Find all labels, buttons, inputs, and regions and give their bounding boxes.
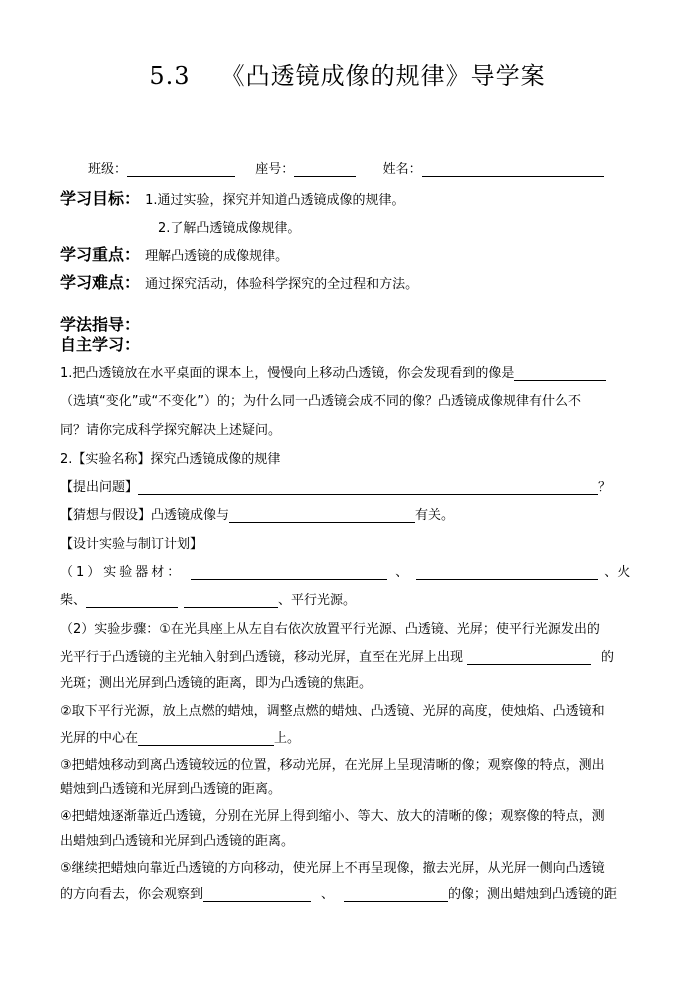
ask-label: 【提出问题】 (60, 480, 139, 495)
image-field-2[interactable] (344, 887, 448, 902)
steps-line2-text: 光平行于凸透镜的主光轴入射到凸透镜，移动光屏，直至在光屏上出现 (60, 650, 464, 665)
center-field[interactable] (138, 731, 274, 746)
step3-line1: ③把蜡烛移动到离凸透镜较远的位置，移动光屏，在光屏上呈现清晰的像；观察像的特点，测出 (60, 758, 605, 773)
equip-field-4[interactable] (184, 593, 278, 608)
step3-line2: 蜡烛到凸透镜和光屏到凸透镜的距离。 (60, 782, 282, 797)
step2-line2 (60, 727, 300, 746)
step5-line2-text: 的方向看去，你会观察到 (60, 887, 204, 902)
ask-field[interactable] (138, 480, 598, 495)
objective-2: 2.了解凸透镜成像规律。 (158, 221, 301, 236)
guess-end: 有关。 (415, 508, 455, 523)
objectives-label: 学习目标： (60, 189, 141, 208)
name-field[interactable] (422, 162, 604, 177)
key-point-text: 理解凸透镜的成像规律。 (145, 249, 289, 264)
step5-end: 的像；测出蜡烛到凸透镜的距 (448, 887, 618, 902)
difficulty-row (60, 270, 418, 293)
class-field[interactable] (127, 162, 235, 177)
method-label: 学法指导： (60, 315, 141, 334)
page-title (0, 56, 695, 91)
title-number: 5.3 (149, 62, 191, 90)
equip-field-1[interactable] (191, 565, 387, 580)
steps-line2 (60, 646, 614, 665)
step2-line1: ②取下平行光源，放上点燃的蜡烛，调整点燃的蜡烛、凸透镜、光屏的高度，使烛焰、凸透镜和 (60, 704, 605, 719)
guess-label: 【猜想与假设】凸透镜成像与 (60, 508, 230, 523)
spot-field[interactable] (467, 650, 591, 665)
step5-mid: 、 (321, 887, 335, 902)
equip-end: 、平行光源。 (278, 593, 357, 608)
ask-end: ？ (598, 480, 612, 495)
step5-line1: ⑤继续把蜡烛向靠近凸透镜的方向移动，使光屏上不再呈现像，撤去光屏，从光屏一侧向凸透镜 (60, 861, 605, 876)
image-field-1[interactable] (203, 887, 311, 902)
q2-guess-row (60, 504, 454, 523)
equip-row (60, 561, 630, 580)
equip-field-3[interactable] (86, 593, 178, 608)
difficulty-label: 学习难点： (60, 273, 141, 292)
q1-line1-text: 1.把凸透镜放在水平桌面的课本上，慢慢向上移动凸透镜，你会发现看到的像是 (60, 366, 515, 381)
step4-line1: ④把蜡烛逐渐靠近凸透镜，分别在光屏上得到缩小、等大、放大的清晰的像；观察像的特点，测 (60, 809, 605, 824)
info-line (88, 158, 604, 177)
seat-label: 座号： (255, 162, 295, 177)
equip-row-2 (60, 589, 356, 608)
key-point-label: 学习重点： (60, 245, 141, 264)
equip-label: （1）实验器材： (60, 565, 184, 580)
objectives-row (60, 186, 405, 209)
step5-line2 (60, 883, 617, 902)
q1-line2: （选填“变化”或“不变化”）的；为什么同一凸透镜会成不同的像？凸透镜成像规律有什么不 (60, 394, 581, 409)
q2-line1: 2.【实验名称】探究凸透镜成像的规律 (60, 452, 281, 467)
q1-line3: 同？请你完成科学探究解决上述疑问。 (60, 423, 282, 438)
q2-ask-row (60, 476, 611, 495)
equip-field-2[interactable] (416, 565, 598, 580)
step2-line2-text: 光屏的中心在 (60, 731, 139, 746)
guess-field[interactable] (229, 508, 415, 523)
seat-field[interactable] (294, 162, 356, 177)
q1-answer-field[interactable] (514, 366, 606, 381)
difficulty-text: 通过探究活动，体验科学探究的全过程和方法。 (145, 277, 419, 292)
self-study-label: 自主学习： (60, 335, 141, 354)
title-text: 《凸透镜成像的规律》导学案 (220, 62, 546, 90)
q2-design: 【设计实验与制订计划】 (60, 537, 204, 552)
equip-comma-1: 、 (395, 565, 409, 580)
equip-line2-start: 柴、 (60, 593, 87, 608)
key-point-row (60, 242, 288, 265)
class-label: 班级： (88, 162, 128, 177)
steps-line2-end: 的 (601, 650, 615, 665)
steps-line1: （2）实验步骤：①在光具座上从左自右依次放置平行光源、凸透镜、光屏；使平行光源发出的 (60, 622, 600, 637)
equip-comma-2: 、火 (604, 565, 631, 580)
steps-line3: 光斑；测出光屏到凸透镜的距离，即为凸透镜的焦距。 (60, 676, 373, 691)
name-label: 姓名： (382, 162, 422, 177)
objective-1: 1.通过实验，探究并知道凸透镜成像的规律。 (145, 193, 405, 208)
q1-line1 (60, 362, 606, 381)
step2-line2-end: 上。 (274, 731, 301, 746)
step4-line2: 出蜡烛到凸透镜和光屏到凸透镜的距离。 (60, 834, 295, 849)
